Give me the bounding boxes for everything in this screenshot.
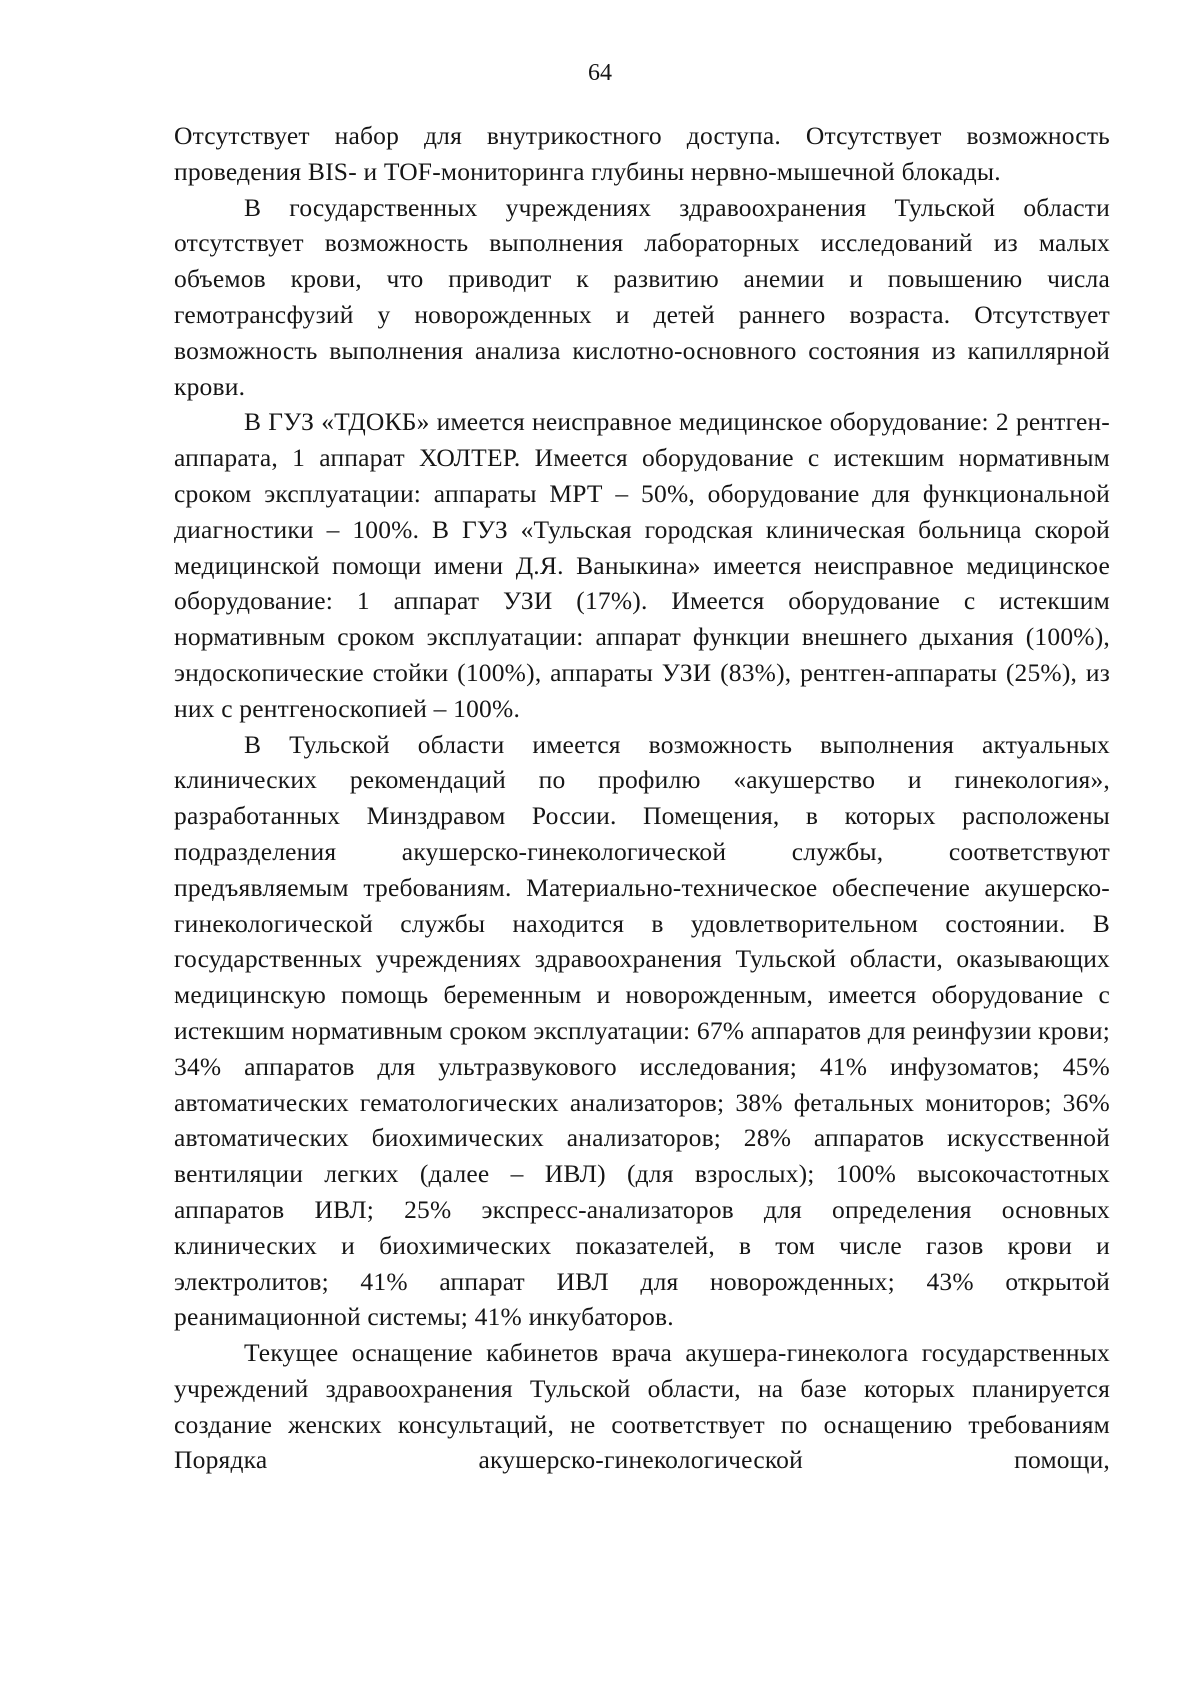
page-number: 64 — [588, 60, 612, 86]
paragraph-faulty-equipment: В ГУЗ «ТДОКБ» имеется неисправное медицинское оборудование: 2 рентген-аппарата, 1 аппарат ХОЛТЕР. Имеется оборудование с истекшим нормативным сроком эксплуатации: аппараты МРТ – 50%, оборудование для функциональной диагностики – 100%. В ГУЗ «Тульская городская клиническая больница скорой медицинской помощи имени Д.Я. Ваныкина» имеется неисправное медицинское оборудование: 1 аппарат УЗИ (17%). Имеется оборудование с истекшим нормативным сроком эксплуатации: аппарат функции внешнего дыхания (100%), эндоскопические стойки (100%), аппараты УЗИ (83%), рентген-аппараты (25%), из них с рентгеноскопией – 100%. — [174, 407, 1110, 723]
document-body — [174, 118, 1110, 1478]
paragraph-laboratory-capacity: В государственных учреждениях здравоохранения Тульской области отсутствует возможность выполнения лабораторных исследований из малых объемов крови, что приводит к развитию анемии и повышению числа гемотрансфузий у новорожденных и детей раннего возраста. Отсутствует возможность выполнения анализа кислотно-основного состояния из капиллярной крови. — [174, 192, 1110, 401]
paragraph-womens-clinics: Текущее оснащение кабинетов врача акушера-гинеколога государственных учреждений здравоохранения Тульской области, на базе которых планируется создание женских консультаций, не соответствует по оснащению требованиям Порядка акушерско-гинекологической помощи, — [174, 1338, 1110, 1475]
paragraph-obstetrics-equipment: В Тульской области имеется возможность выполнения актуальных клинических рекомендаций по профилю «акушерство и гинекология», разработанных Минздравом России. Помещения, в которых расположены подразделения акушерско-гинекологической службы, соответствуют предъявляемым требованиям. Материально-техническое обеспечение акушерско-гинекологической службы находится в удовлетворительном состоянии. В государственных учреждениях здравоохранения Тульской области, оказывающих медицинскую помощь беременным и новорожденным, имеется оборудование с истекшим нормативным сроком эксплуатации: 67% аппаратов для реинфузии крови; 34% аппаратов для ультразвукового исследования; 41% инфузоматов; 45% автоматических гематологических анализаторов; 38% фетальных мониторов; 36% автоматических биохимических анализаторов; 28% аппаратов искусственной вентиляции легких (далее – ИВЛ) (для взрослых); 100% высокочастотных аппаратов ИВЛ; 25% экспресс-анализаторов для определения основных клинических и биохимических показателей, в том числе газов крови и электролитов; 41% аппарат ИВЛ для новорожденных; 43% открытой реанимационной системы; 41% инкубаторов. — [174, 729, 1110, 1332]
paragraph-intraosseous-access: Отсутствует набор для внутрикостного доступа. Отсутствует возможность проведения BIS- и TOF-мониторинга глубины нервно-мышечной блокады. — [174, 121, 1110, 186]
